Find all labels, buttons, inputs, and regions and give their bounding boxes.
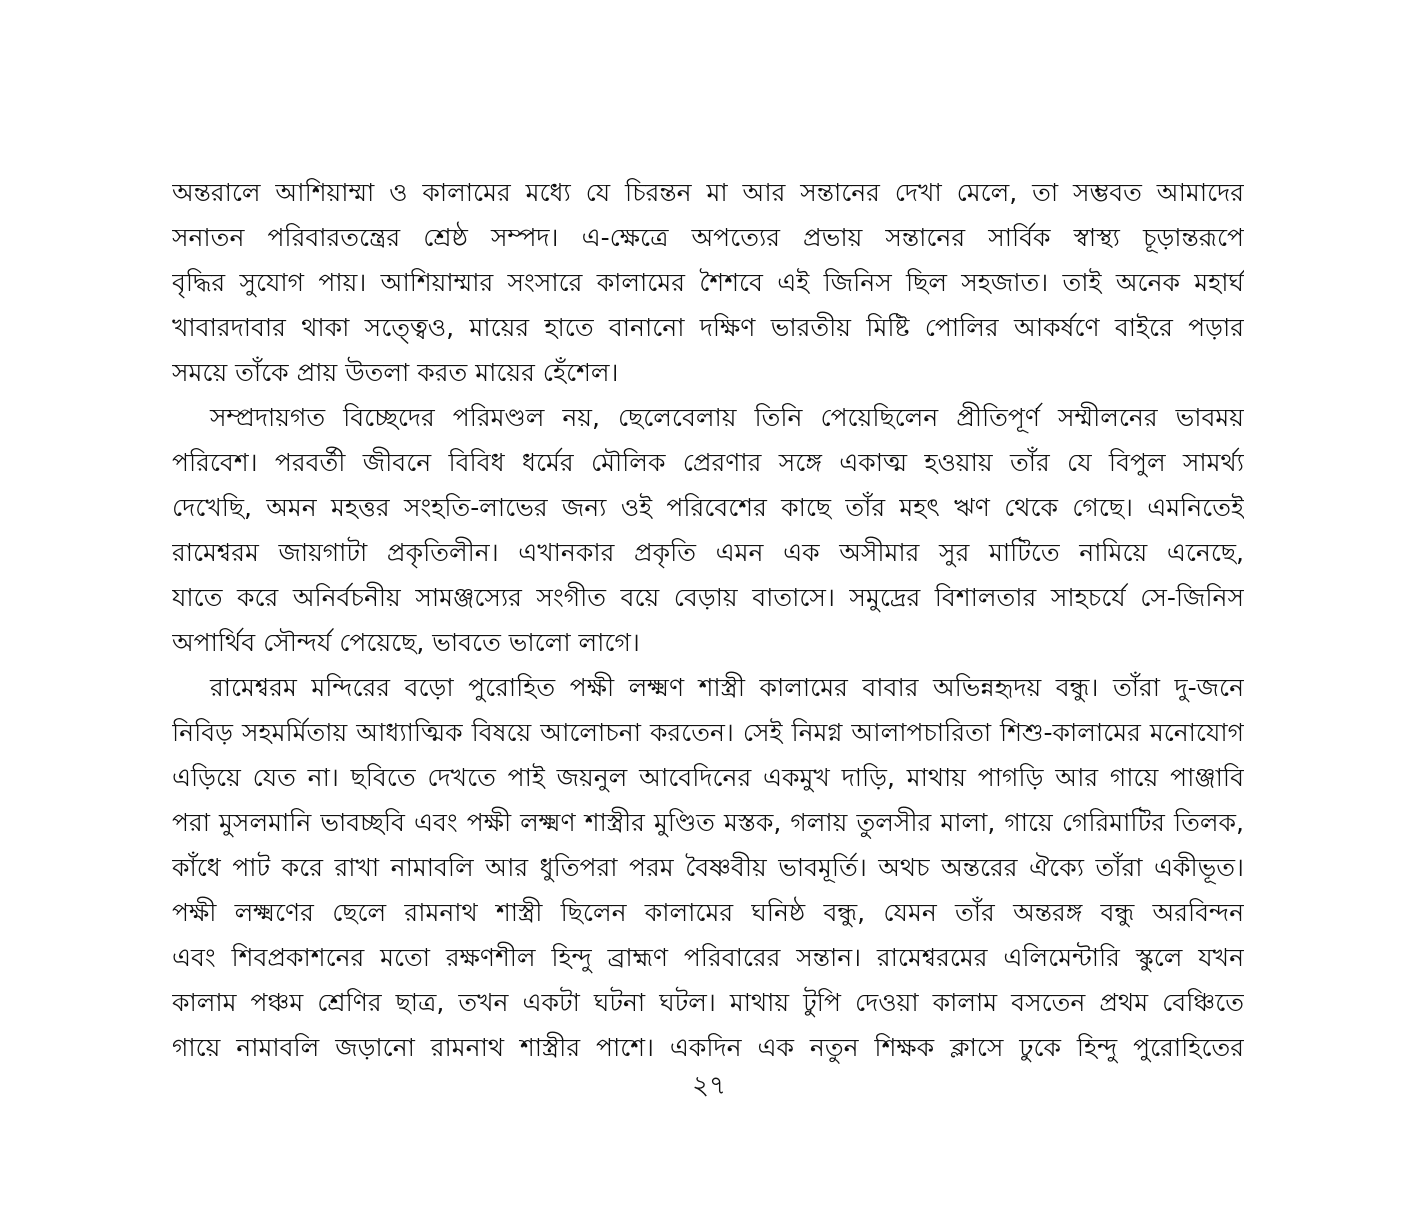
text-line: রামেশ্বরম জায়গাটা প্রকৃতিলীন। এখানকার প্রকৃতি এমন এক অসীমার সুর মাটিতে নামিয়ে এনেছে,: [172, 538, 1244, 567]
paragraph-3: [172, 665, 1244, 1070]
page-number: ২৭: [692, 1071, 726, 1101]
text-line: খাবারদাবার থাকা সত্ত্বেও, মায়ের হাতে বানানো দক্ষিণ ভারতীয় মিষ্টি পোলির আকর্ষণে বাইরে পড়ার: [172, 313, 1244, 342]
text-line: সনাতন পরিবারতন্ত্রের শ্রেষ্ঠ সম্পদ। এ-ক্ষেত্রে অপত্যের প্রভায় সন্তানের সার্বিক স্বাস্থ্য চূড়ান্তরূপে: [172, 223, 1244, 252]
text-line: কাঁধে পাট করে রাখা নামাবলি আর ধুতিপরা পরম বৈষ্ণবীয় ভাবমূর্তি। অথচ অন্তরের ঐক্যে তাঁরা একীভূত।: [172, 853, 1244, 882]
text-line: বৃদ্ধির সুযোগ পায়। আশিয়াম্মার সংসারে কালামের শৈশবে এই জিনিস ছিল সহজাত। তাই অনেক মহার্ঘ: [172, 268, 1244, 297]
text-line: যাতে করে অনির্বচনীয় সামঞ্জস্যের সংগীত বয়ে বেড়ায় বাতাসে। সমুদ্রের বিশালতার সাহচর্যে সে-জিনিস: [172, 583, 1244, 612]
text-line: পক্ষী লক্ষ্মণের ছেলে রামনাথ শাস্ত্রী ছিলেন কালামের ঘনিষ্ঠ বন্ধু, যেমন তাঁর অন্তরঙ্গ বন্ধু অরবিন্দন: [172, 898, 1244, 927]
text-line: এড়িয়ে যেত না। ছবিতে দেখতে পাই জয়নুল আবেদিনের একমুখ দাড়ি, মাথায় পাগড়ি আর গায়ে পাঞ্জাবি: [172, 763, 1244, 792]
text-line: কালাম পঞ্চম শ্রেণির ছাত্র, তখন একটা ঘটনা ঘটল। মাথায় টুপি দেওয়া কালাম বসতেন প্রথম বেঞ্চিতে: [172, 988, 1244, 1017]
text-line: রামেশ্বরম মন্দিরের বড়ো পুরোহিত পক্ষী লক্ষ্মণ শাস্ত্রী কালামের বাবার অভিন্নহৃদয় বন্ধু। তাঁরা দু-জনে: [210, 673, 1244, 702]
paragraph-2: [172, 395, 1244, 665]
text-line: গায়ে নামাবলি জড়ানো রামনাথ শাস্ত্রীর পাশে। একদিন এক নতুন শিক্ষক ক্লাসে ঢুকে হিন্দু পুরোহিতের: [172, 1033, 1244, 1062]
text-line: অপার্থিব সৌন্দর্য পেয়েছে, ভাবতে ভালো লাগে।: [172, 628, 640, 657]
text-line: সময়ে তাঁকে প্রায় উতলা করত মায়ের হেঁশেল।: [172, 358, 619, 387]
text-line: পরিবেশ। পরবর্তী জীবনে বিবিধ ধর্মের মৌলিক প্রেরণার সঙ্গে একাত্ম হওয়ায় তাঁর যে বিপুল সামর্থ্য: [172, 448, 1244, 477]
text-line: পরা মুসলমানি ভাবচ্ছবি এবং পক্ষী লক্ষ্মণ শাস্ত্রীর মুণ্ডিত মস্তক, গলায় তুলসীর মালা, গায়ে গেরিমাটির তিলক,: [172, 808, 1244, 837]
text-line: নিবিড় সহমর্মিতায় আধ্যাত্মিক বিষয়ে আলোচনা করতেন। সেই নিমগ্ন আলাপচারিতা শিশু-কালামের মনোযোগ: [172, 718, 1244, 747]
text-line: সম্প্রদায়গত বিচ্ছেদের পরিমণ্ডল নয়, ছেলেবেলায় তিনি পেয়েছিলেন প্রীতিপূর্ণ সম্মীলনের ভাবময়: [210, 403, 1244, 432]
body-text: [172, 170, 1244, 1070]
text-line: অন্তরালে আশিয়াম্মা ও কালামের মধ্যে যে চিরন্তন মা আর সন্তানের দেখা মেলে, তা সম্ভবত আমাদের: [172, 178, 1244, 207]
text-line: দেখেছি, অমন মহত্তর সংহতি-লাভের জন্য ওই পরিবেশের কাছে তাঁর মহৎ ঋণ থেকে গেছে। এমনিতেই: [172, 493, 1244, 522]
text-line: এবং শিবপ্রকাশনের মতো রক্ষণশীল হিন্দু ব্রাহ্মণ পরিবারের সন্তান। রামেশ্বরমের এলিমেন্টারি স্কুলে যখন: [172, 943, 1244, 972]
paragraph-1: [172, 170, 1244, 395]
